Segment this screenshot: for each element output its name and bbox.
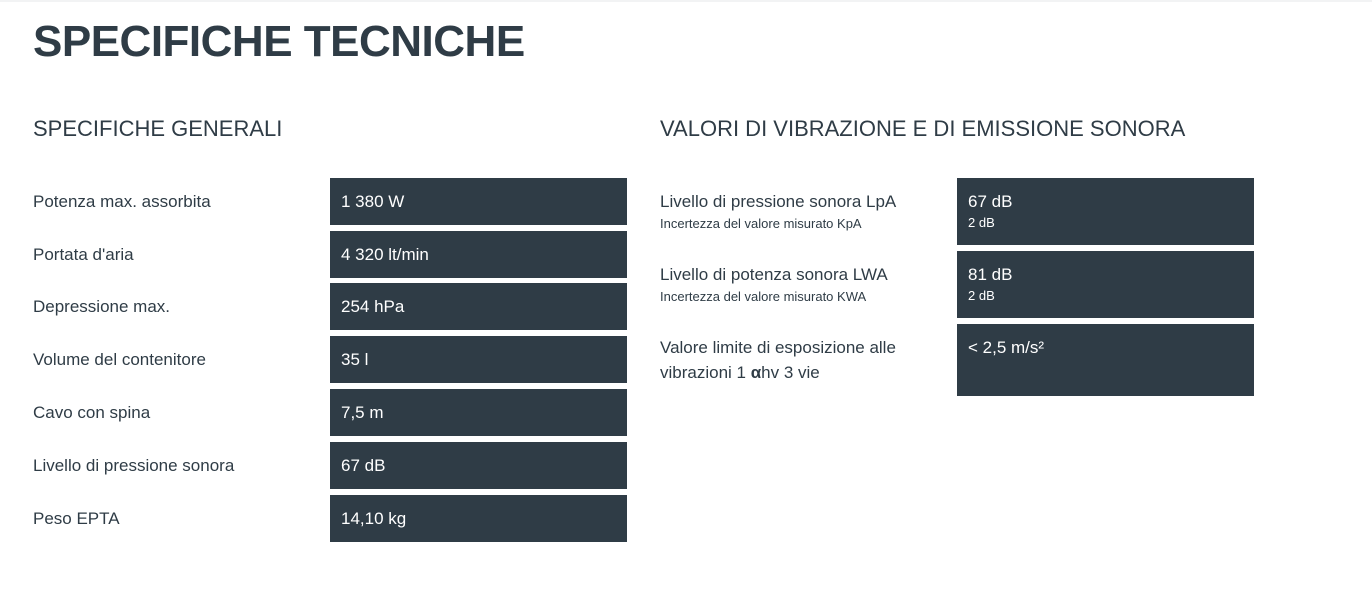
vib-sublabel-kwa: Incertezza del valore misurato KWA <box>660 289 867 304</box>
general-specs-title: SPECIFICHE GENERALI <box>33 116 283 141</box>
spec-value-power: 1 380 W <box>341 192 405 211</box>
vib-value-box-lwa <box>957 251 1254 318</box>
vib-label-exposure-text-b: hv 3 vie <box>761 363 820 382</box>
vib-subvalue-kpa: 2 dB <box>968 215 995 230</box>
spec-label-container-volume: Volume del contenitore <box>33 350 206 369</box>
vib-label-lpa: Livello di pressione sonora LpA <box>660 192 897 211</box>
spec-value-box-weight <box>330 495 627 542</box>
spec-label-sound-pressure: Livello di pressione sonora <box>33 456 235 475</box>
vib-label-lwa: Livello di potenza sonora LWA <box>660 265 888 284</box>
vib-label-exposure-line2 <box>660 363 820 383</box>
spec-value-container-volume: 35 l <box>341 350 369 369</box>
spec-label-airflow: Portata d'aria <box>33 245 134 264</box>
spec-value-sound-pressure: 67 dB <box>341 456 386 475</box>
vib-value-exposure: < 2,5 m/s² <box>968 338 1045 357</box>
vib-sublabel-kpa: Incertezza del valore misurato KpA <box>660 216 862 231</box>
spec-value-box-power <box>330 178 627 225</box>
vib-label-exposure-line1: Valore limite di esposizione alle <box>660 338 896 357</box>
spec-value-box-container-volume <box>330 336 627 383</box>
spec-value-vacuum: 254 hPa <box>341 297 405 316</box>
spec-value-cable: 7,5 m <box>341 403 384 422</box>
spec-label-vacuum: Depressione max. <box>33 297 171 316</box>
spec-value-box-airflow <box>330 231 627 278</box>
vib-label-alpha-symbol: α <box>750 363 762 382</box>
spec-value-box-sound-pressure <box>330 442 627 489</box>
spec-label-weight: Peso EPTA <box>33 509 120 528</box>
vib-value-lpa: 67 dB <box>968 192 1013 211</box>
vibration-specs-title: VALORI DI VIBRAZIONE E DI EMISSIONE SONORA <box>660 116 1186 141</box>
spec-value-weight: 14,10 kg <box>341 509 407 528</box>
top-divider <box>0 0 1372 2</box>
spec-label-cable: Cavo con spina <box>33 403 151 422</box>
vib-label-exposure-text-a: vibrazioni 1 <box>660 363 751 382</box>
spec-label-power: Potenza max. assorbita <box>33 192 211 211</box>
spec-value-box-cable <box>330 389 627 436</box>
vib-value-box-lpa <box>957 178 1254 245</box>
spec-value-airflow: 4 320 lt/min <box>341 245 429 264</box>
vib-subvalue-kwa: 2 dB <box>968 288 995 303</box>
page-title: SPECIFICHE TECNICHE <box>33 17 525 66</box>
spec-value-box-vacuum <box>330 283 627 330</box>
vib-value-box-exposure <box>957 324 1254 396</box>
vib-value-lwa: 81 dB <box>968 265 1013 284</box>
